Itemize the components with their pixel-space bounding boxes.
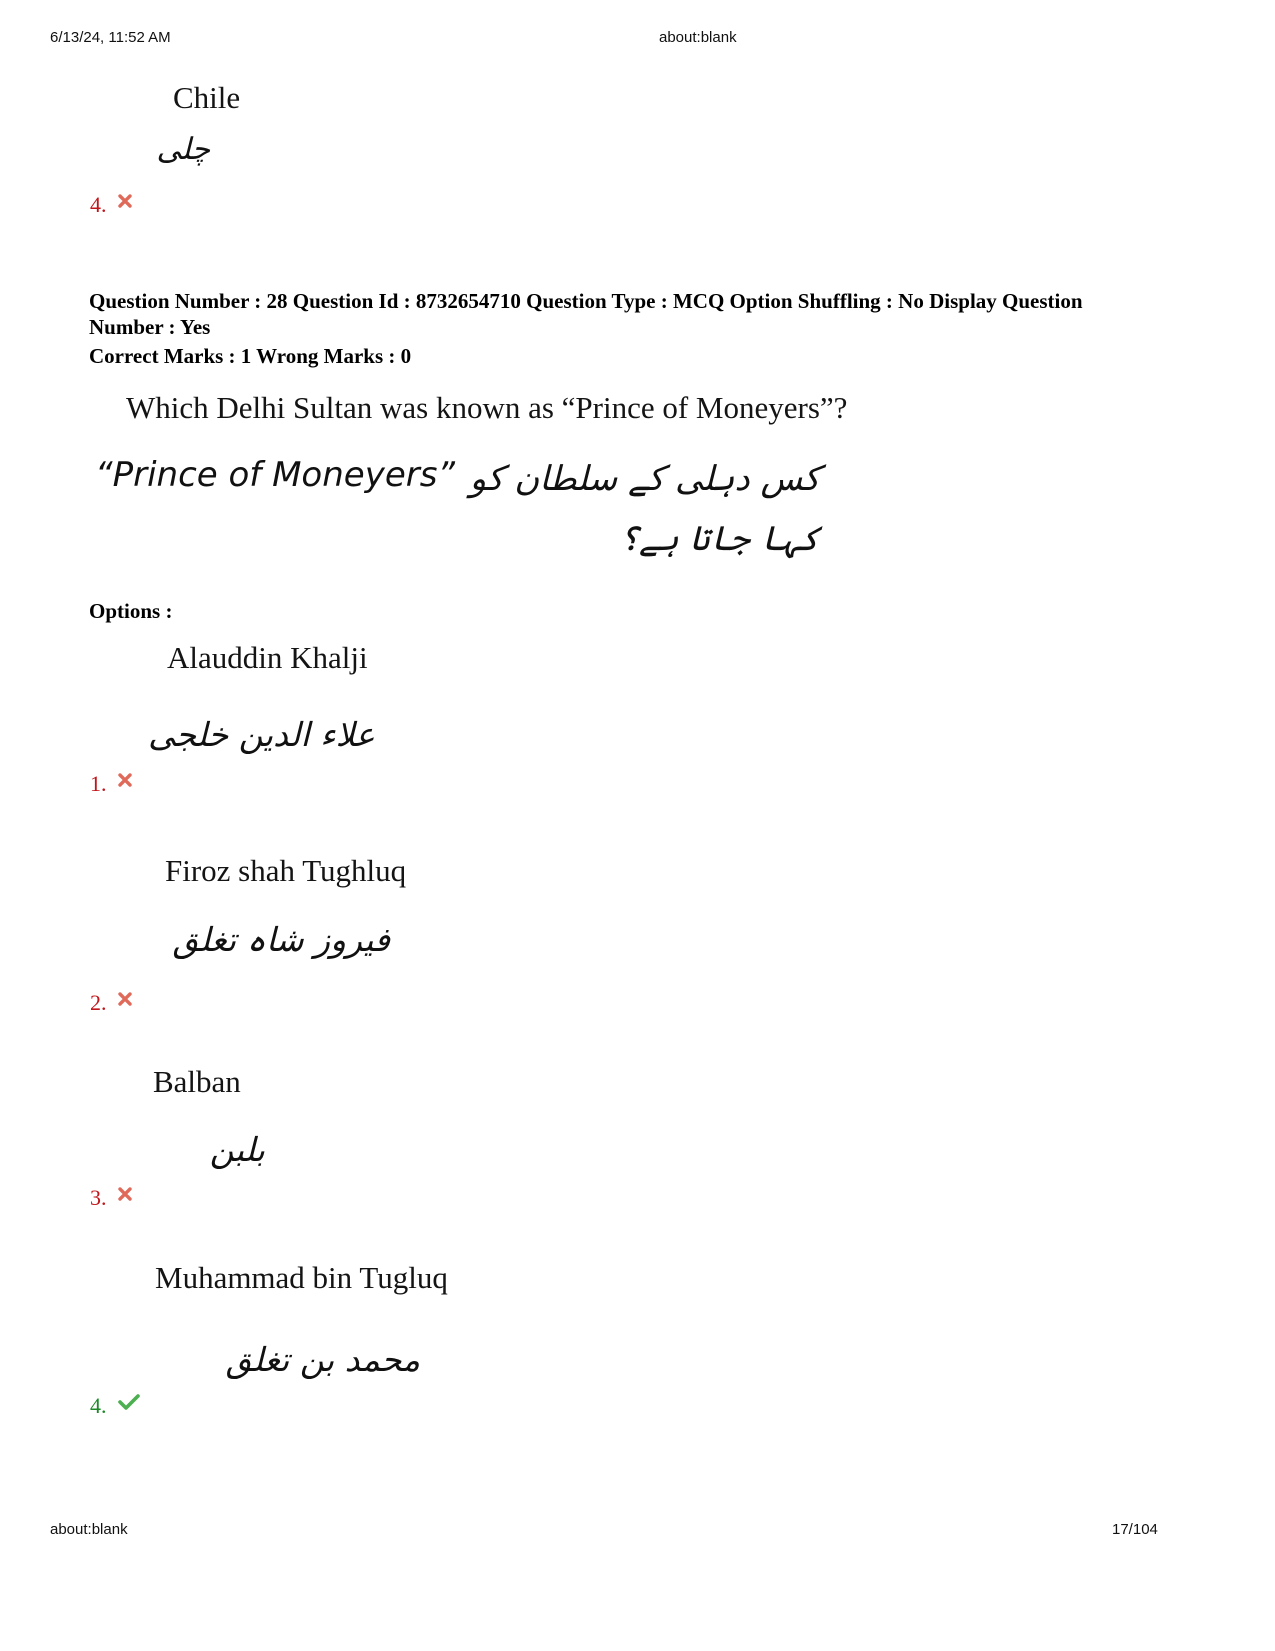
option-3-english: Balban — [153, 1064, 241, 1099]
question-text-urdu-part1: کس دہلی کے سلطان کو — [469, 459, 820, 499]
option-2-urdu: فیروز شاہ تغلق — [172, 920, 390, 959]
option-4-urdu: محمد بن تغلق — [225, 1340, 420, 1379]
print-datetime: 6/13/24, 11:52 AM — [50, 29, 171, 46]
print-title: about:blank — [659, 29, 737, 46]
option-3-number-text: 3. — [90, 1185, 107, 1210]
marks-line: Correct Marks : 1 Wrong Marks : 0 — [89, 344, 412, 368]
prev-option-number — [90, 192, 132, 218]
prev-option-english: Chile — [173, 80, 241, 115]
option-1-urdu: علاء الدین خلجی — [148, 715, 375, 754]
option-1-english: Alauddin Khalji — [167, 640, 368, 675]
question-meta-line1: Question Number : 28 Question Id : 8732654710 Question Type : MCQ Option Shuffling : No Display Question — [89, 289, 1083, 313]
check-icon — [118, 1393, 140, 1411]
question-text-english: Which Delhi Sultan was known as “Prince of Moneyers”? — [126, 390, 848, 425]
option-1-number-text: 1. — [90, 771, 107, 796]
question-text-urdu-part2: کہا جاتا ہے؟ — [619, 519, 820, 559]
cross-icon — [118, 992, 132, 1006]
option-4-number[interactable] — [90, 1393, 140, 1419]
cross-icon — [118, 1187, 132, 1201]
option-4-english: Muhammad bin Tugluq — [155, 1260, 448, 1295]
question-meta-line2: Number : Yes — [89, 315, 211, 339]
print-footer-url: about:blank — [50, 1521, 128, 1538]
option-2-number[interactable] — [90, 990, 132, 1016]
print-page-number: 17/104 — [1112, 1521, 1158, 1538]
option-3-urdu: بلبن — [209, 1130, 265, 1169]
question-text-urdu-quote: “Prince of Moneyers” — [95, 455, 456, 495]
cross-icon — [118, 194, 132, 208]
prev-option-number-text: 4. — [90, 192, 107, 217]
question-meta — [89, 288, 1189, 340]
option-1-number[interactable] — [90, 771, 132, 797]
prev-option-urdu: چلی — [156, 132, 210, 167]
option-2-english: Firoz shah Tughluq — [165, 853, 407, 888]
options-label: Options : — [89, 599, 173, 623]
option-3-number[interactable] — [90, 1185, 132, 1211]
cross-icon — [118, 773, 132, 787]
option-2-number-text: 2. — [90, 990, 107, 1015]
option-4-number-text: 4. — [90, 1393, 107, 1418]
